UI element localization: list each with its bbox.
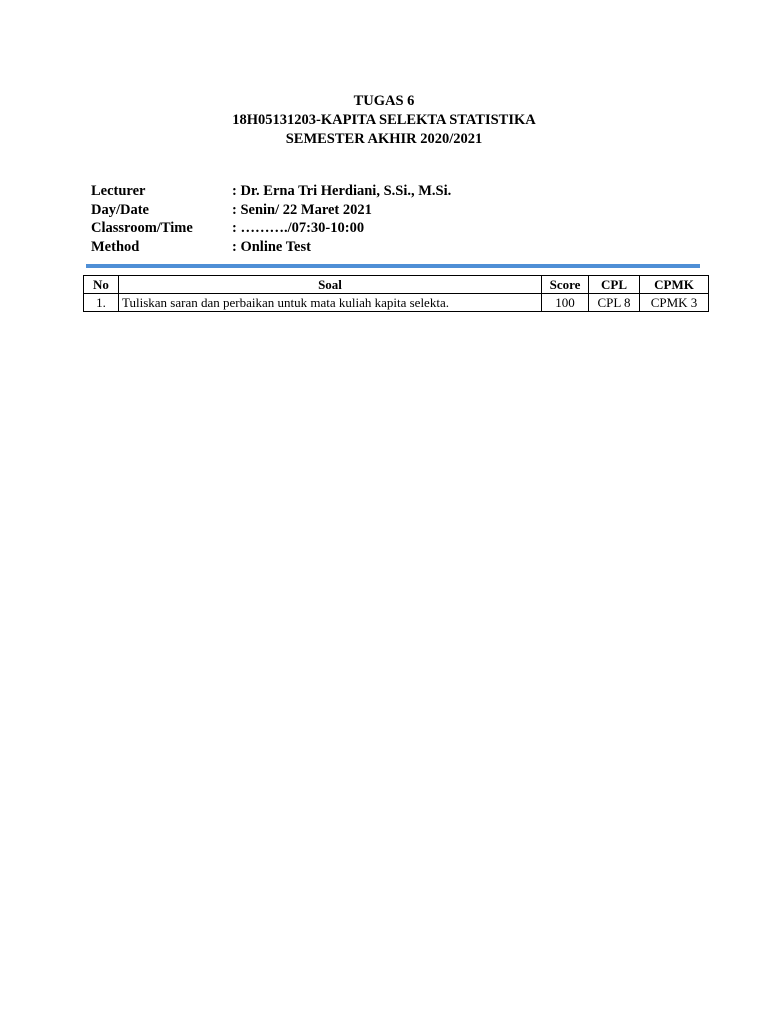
info-value: : Online Test bbox=[232, 238, 311, 255]
assignment-info bbox=[91, 182, 451, 256]
table-header-row bbox=[84, 276, 709, 294]
header-soal: Soal bbox=[119, 276, 542, 294]
cell-soal: Tuliskan saran dan perbaikan untuk mata kuliah kapita selekta. bbox=[119, 294, 542, 312]
info-value: : ………./07:30-10:00 bbox=[232, 220, 365, 236]
cell-no: 1. bbox=[84, 294, 119, 312]
table-row bbox=[84, 294, 709, 312]
blue-divider bbox=[86, 264, 700, 268]
document-title: TUGAS 6 bbox=[353, 93, 415, 109]
semester-title: SEMESTER AKHIR 2020/2021 bbox=[285, 131, 483, 147]
info-label: Method bbox=[91, 238, 140, 255]
cell-cpl: CPL 8 bbox=[589, 294, 640, 312]
info-row-lecturer bbox=[91, 182, 451, 201]
header-no: No bbox=[84, 276, 119, 294]
cell-cpmk: CPMK 3 bbox=[640, 294, 709, 312]
cell-score: 100 bbox=[542, 294, 589, 312]
info-label: Classroom/Time bbox=[91, 220, 193, 236]
info-label: Lecturer bbox=[91, 183, 146, 199]
header-score: Score bbox=[542, 276, 589, 294]
header-cpmk: CPMK bbox=[640, 276, 709, 294]
info-value: : Senin/ 22 Maret 2021 bbox=[232, 201, 372, 218]
question-table bbox=[83, 275, 709, 312]
info-value: : Dr. Erna Tri Herdiani, S.Si., M.Si. bbox=[232, 183, 452, 199]
course-title: 18H05131203-KAPITA SELEKTA STATISTIKA bbox=[232, 112, 536, 128]
info-row-method bbox=[91, 238, 451, 257]
info-row-day-date bbox=[91, 201, 451, 220]
info-row-classroom-time bbox=[91, 219, 451, 238]
header-cpl: CPL bbox=[589, 276, 640, 294]
document-title-block bbox=[0, 92, 768, 149]
info-label: Day/Date bbox=[91, 201, 149, 218]
